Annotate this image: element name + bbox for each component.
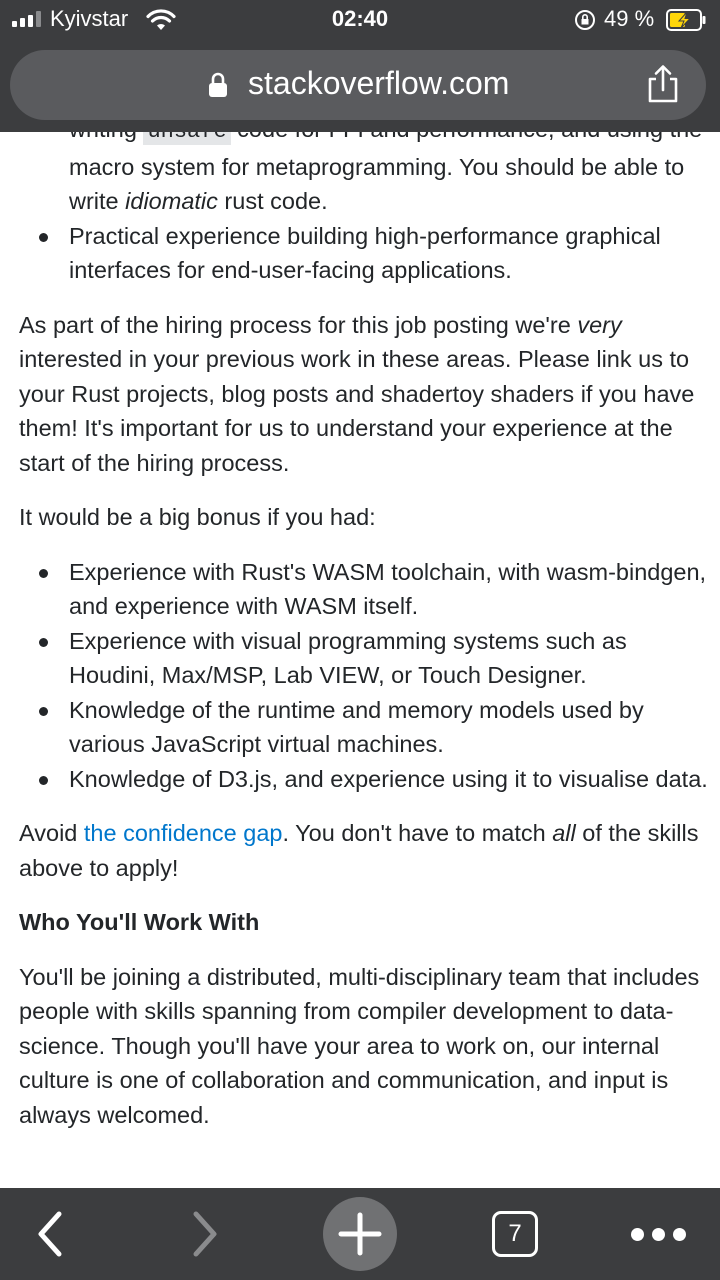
list-item-text: rust code. xyxy=(217,188,328,214)
bonus-list xyxy=(19,555,709,797)
list-item xyxy=(19,219,709,288)
paragraph: You'll be joining a distributed, multi-disciplinary team that includes people with skills spanning from compiler development to data-science. Though you'll have your area to work on, our internal culture is one of collaboration and communication, and input is always welcomed. xyxy=(19,963,700,1128)
chevron-right-icon xyxy=(190,1211,220,1257)
emphasis-text: all xyxy=(552,820,576,846)
article-body xyxy=(19,112,709,1152)
browser-top-chrome xyxy=(0,0,720,132)
new-tab-circle xyxy=(323,1197,397,1271)
more-button[interactable] xyxy=(628,1188,688,1280)
paragraph-text: interested in your previous work in these areas. Please link us to your Rust projects, blog posts and shadertoy shaders if you have them! It's important for us to understand your experience at the start of the hiring process. xyxy=(19,346,695,476)
section-heading: Who You'll Work With xyxy=(19,909,260,935)
list-item: Knowledge of the runtime and memory models used by various JavaScript virtual machines. xyxy=(19,693,709,762)
paragraph-text: Avoid xyxy=(19,820,84,846)
orientation-lock-icon xyxy=(574,9,596,31)
paragraph: It would be a big bonus if you had: xyxy=(19,504,376,530)
emphasis-text: idiomatic xyxy=(125,188,218,214)
paragraph xyxy=(19,816,709,885)
paragraph-text: . You don't have to match xyxy=(282,820,553,846)
chevron-left-icon xyxy=(35,1211,65,1257)
ellipsis-dot xyxy=(631,1228,644,1241)
url-text[interactable]: stackoverflow.com xyxy=(248,65,510,101)
address-bar[interactable] xyxy=(10,50,706,120)
page-content xyxy=(0,132,720,1188)
tabs-button[interactable] xyxy=(490,1188,540,1280)
back-button[interactable] xyxy=(20,1188,80,1280)
paragraph-text: of the skills above to apply! xyxy=(19,820,699,881)
requirements-list xyxy=(19,112,709,288)
carrier-name: Kyivstar xyxy=(50,6,129,31)
battery-charging-icon xyxy=(666,9,706,31)
paragraph-text: As part of the hiring process for this job posting we're xyxy=(19,311,578,338)
confidence-gap-link[interactable]: the confidence gap xyxy=(83,820,283,846)
battery-percentage: 49 % xyxy=(604,6,655,31)
forward-button[interactable] xyxy=(175,1188,235,1280)
emphasis-text: very xyxy=(577,311,622,338)
tabs-icon: 7 xyxy=(492,1211,538,1257)
paragraph xyxy=(19,308,709,481)
ellipsis-dot xyxy=(652,1228,665,1241)
clock-time: 02:40 xyxy=(331,6,389,31)
list-item: Experience with Rust's WASM toolchain, with wasm-bindgen, and experience with WASM itself. xyxy=(19,555,709,624)
list-item: Knowledge of D3.js, and experience using it to visualise data. xyxy=(19,762,709,797)
ellipsis-dot xyxy=(673,1228,686,1241)
plus-icon xyxy=(338,1212,382,1256)
list-item-text: macro system for metaprogramming. You should be able to write xyxy=(69,153,685,214)
status-bar xyxy=(0,0,720,40)
padlock-icon xyxy=(208,72,228,98)
list-item-text: Practical experience building high-performance graphical interfaces for end-user-facing applications. xyxy=(69,222,661,283)
new-tab-button[interactable] xyxy=(322,1188,398,1280)
browser-toolbar xyxy=(0,1188,720,1280)
share-icon[interactable] xyxy=(646,64,680,104)
list-item: Experience with visual programming systems such as Houdini, Max/MSP, Lab VIEW, or Touch Designer. xyxy=(19,624,709,693)
